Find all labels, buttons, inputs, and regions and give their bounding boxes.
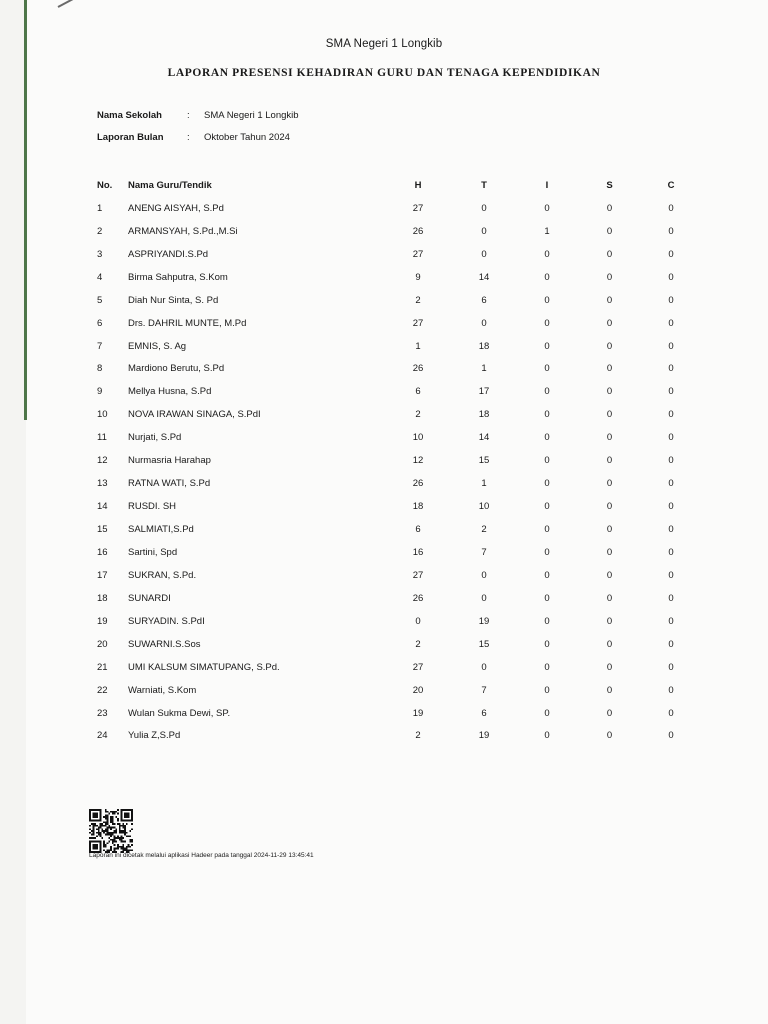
col-header-c: C bbox=[667, 179, 675, 191]
cell-h: 2 bbox=[415, 409, 421, 421]
cell-s: 0 bbox=[606, 501, 613, 513]
cell-i: 0 bbox=[544, 432, 550, 444]
cell-name: Warniati, S.Kom bbox=[128, 684, 197, 696]
table-row bbox=[89, 541, 701, 564]
meta-colon: : bbox=[187, 132, 190, 143]
table-row bbox=[89, 725, 701, 748]
cell-c: 0 bbox=[668, 409, 674, 421]
cell-c: 0 bbox=[668, 478, 674, 490]
cell-h: 9 bbox=[415, 271, 421, 283]
cell-h: 2 bbox=[415, 638, 421, 650]
cell-t: 15 bbox=[478, 638, 490, 650]
col-header-i: I bbox=[545, 179, 549, 191]
cell-no: 10 bbox=[97, 409, 108, 421]
cell-c: 0 bbox=[668, 661, 674, 673]
cell-h: 19 bbox=[412, 707, 424, 719]
table-row bbox=[89, 426, 701, 449]
cell-s: 0 bbox=[606, 432, 613, 444]
cell-h: 2 bbox=[415, 294, 421, 306]
cell-name: Mardiono Berutu, S.Pd bbox=[128, 363, 225, 375]
cell-s: 0 bbox=[606, 707, 613, 719]
cell-t: 6 bbox=[481, 294, 487, 306]
cell-s: 0 bbox=[606, 202, 613, 214]
cell-s: 0 bbox=[606, 294, 613, 306]
cell-c: 0 bbox=[668, 501, 674, 513]
cell-name: ARMANSYAH, S.Pd.,M.Si bbox=[128, 225, 238, 237]
cell-name: Diah Nur Sinta, S. Pd bbox=[128, 294, 219, 306]
table-row bbox=[89, 633, 701, 656]
cell-s: 0 bbox=[606, 478, 613, 490]
table-row bbox=[89, 679, 701, 702]
cell-no: 6 bbox=[97, 317, 103, 329]
table-row bbox=[89, 518, 701, 541]
cell-c: 0 bbox=[668, 638, 674, 650]
cell-name: Sartini, Spd bbox=[128, 546, 178, 558]
cell-t: 10 bbox=[478, 501, 490, 513]
cell-s: 0 bbox=[606, 661, 613, 673]
cell-t: 6 bbox=[481, 707, 487, 719]
cell-no: 2 bbox=[97, 225, 103, 237]
cell-no: 24 bbox=[97, 730, 108, 742]
cell-i: 0 bbox=[544, 294, 550, 306]
cell-t: 1 bbox=[481, 363, 487, 375]
meta-colon: : bbox=[187, 110, 190, 121]
cell-t: 2 bbox=[481, 524, 487, 536]
cell-t: 7 bbox=[481, 684, 487, 696]
cell-no: 20 bbox=[97, 638, 108, 650]
cell-t: 18 bbox=[478, 409, 490, 421]
table-row bbox=[89, 358, 701, 381]
table-row bbox=[89, 564, 701, 587]
cell-c: 0 bbox=[668, 363, 674, 375]
cell-t: 18 bbox=[478, 340, 490, 352]
cell-no: 17 bbox=[97, 569, 108, 581]
cell-name: NOVA IRAWAN SINAGA, S.PdI bbox=[128, 409, 261, 421]
cell-s: 0 bbox=[606, 569, 613, 581]
qr-code-icon bbox=[89, 809, 133, 853]
table-row bbox=[89, 197, 701, 220]
cell-no: 9 bbox=[97, 386, 103, 398]
cell-no: 14 bbox=[97, 501, 108, 513]
cell-s: 0 bbox=[606, 317, 613, 329]
cell-no: 1 bbox=[97, 202, 103, 214]
cell-no: 12 bbox=[97, 455, 108, 467]
col-header-name: Nama Guru/Tendik bbox=[128, 179, 212, 191]
cell-t: 0 bbox=[481, 592, 487, 604]
cell-s: 0 bbox=[606, 546, 613, 558]
cell-c: 0 bbox=[668, 386, 674, 398]
cell-c: 0 bbox=[668, 202, 674, 214]
cell-t: 17 bbox=[478, 386, 490, 398]
cell-c: 0 bbox=[668, 432, 674, 444]
cell-name: Drs. DAHRIL MUNTE, M.Pd bbox=[128, 317, 247, 329]
meta-label: Laporan Bulan bbox=[97, 132, 164, 143]
school-heading: SMA Negeri 1 Longkib bbox=[325, 38, 443, 50]
cell-s: 0 bbox=[606, 615, 613, 627]
cell-no: 16 bbox=[97, 546, 108, 558]
table-row bbox=[89, 403, 701, 426]
cell-s: 0 bbox=[606, 386, 613, 398]
cell-h: 26 bbox=[412, 225, 424, 237]
cell-no: 13 bbox=[97, 478, 108, 490]
cell-i: 0 bbox=[544, 409, 550, 421]
cell-h: 0 bbox=[415, 615, 421, 627]
table-body bbox=[89, 197, 701, 748]
cell-t: 0 bbox=[481, 248, 487, 260]
cell-h: 26 bbox=[412, 363, 424, 375]
cell-t: 0 bbox=[481, 225, 487, 237]
cell-name: Nurjati, S.Pd bbox=[128, 432, 182, 444]
table-row bbox=[89, 220, 701, 243]
cell-i: 0 bbox=[544, 615, 550, 627]
cell-name: SUWARNI.S.Sos bbox=[128, 638, 201, 650]
cell-c: 0 bbox=[668, 340, 674, 352]
cell-h: 20 bbox=[412, 684, 424, 696]
table-row bbox=[89, 266, 701, 289]
cell-no: 21 bbox=[97, 661, 108, 673]
cell-name: SUKRAN, S.Pd. bbox=[128, 569, 197, 581]
meta-label: Nama Sekolah bbox=[97, 110, 162, 121]
cell-no: 23 bbox=[97, 707, 108, 719]
meta-value: SMA Negeri 1 Longkib bbox=[204, 110, 299, 121]
cell-name: Nurmasria Harahap bbox=[128, 455, 211, 467]
cell-t: 19 bbox=[478, 730, 490, 742]
table-row bbox=[89, 243, 701, 266]
cell-s: 0 bbox=[606, 363, 613, 375]
cell-no: 22 bbox=[97, 684, 108, 696]
cell-no: 3 bbox=[97, 248, 103, 260]
cell-c: 0 bbox=[668, 707, 674, 719]
cell-t: 14 bbox=[478, 432, 490, 444]
cell-s: 0 bbox=[606, 730, 613, 742]
table-row bbox=[89, 656, 701, 679]
cell-c: 0 bbox=[668, 271, 674, 283]
cell-i: 0 bbox=[544, 501, 550, 513]
cell-c: 0 bbox=[668, 455, 674, 467]
cell-c: 0 bbox=[668, 317, 674, 329]
cell-h: 27 bbox=[412, 661, 424, 673]
cell-h: 26 bbox=[412, 592, 424, 604]
cell-no: 19 bbox=[97, 615, 108, 627]
table-row bbox=[89, 472, 701, 495]
cell-s: 0 bbox=[606, 524, 613, 536]
cell-name: EMNIS, S. Ag bbox=[128, 340, 187, 352]
cell-name: SUNARDI bbox=[128, 592, 171, 604]
cell-s: 0 bbox=[606, 592, 613, 604]
col-header-s: S bbox=[606, 179, 613, 191]
cell-no: 18 bbox=[97, 592, 108, 604]
table-row bbox=[89, 495, 701, 518]
cell-i: 0 bbox=[544, 546, 550, 558]
cell-name: SURYADIN. S.PdI bbox=[128, 615, 205, 627]
cell-c: 0 bbox=[668, 684, 674, 696]
cell-c: 0 bbox=[668, 730, 674, 742]
cell-name: Wulan Sukma Dewi, SP. bbox=[128, 707, 231, 719]
table-row bbox=[89, 702, 701, 725]
cell-h: 27 bbox=[412, 202, 424, 214]
col-header-no: No. bbox=[97, 179, 113, 191]
cell-name: UMI KALSUM SIMATUPANG, S.Pd. bbox=[128, 661, 280, 673]
cell-i: 0 bbox=[544, 592, 550, 604]
cell-name: Birma Sahputra, S.Kom bbox=[128, 271, 228, 283]
cell-i: 0 bbox=[544, 386, 550, 398]
table-row bbox=[89, 335, 701, 358]
cell-h: 1 bbox=[415, 340, 421, 352]
table-row bbox=[89, 449, 701, 472]
cell-s: 0 bbox=[606, 225, 613, 237]
cell-i: 0 bbox=[544, 455, 550, 467]
col-header-h: H bbox=[414, 179, 422, 191]
cell-name: Mellya Husna, S.Pd bbox=[128, 386, 212, 398]
cell-no: 4 bbox=[97, 271, 103, 283]
cell-name: SALMIATI,S.Pd bbox=[128, 524, 194, 536]
cell-h: 16 bbox=[412, 546, 424, 558]
cell-no: 8 bbox=[97, 363, 103, 375]
cell-i: 0 bbox=[544, 317, 550, 329]
cell-i: 0 bbox=[544, 569, 550, 581]
cell-c: 0 bbox=[668, 592, 674, 604]
cell-s: 0 bbox=[606, 271, 613, 283]
cell-i: 0 bbox=[544, 248, 550, 260]
cell-h: 6 bbox=[415, 524, 421, 536]
table-row bbox=[89, 587, 701, 610]
meta-value: Oktober Tahun 2024 bbox=[204, 132, 290, 143]
cell-c: 0 bbox=[668, 294, 674, 306]
cell-no: 7 bbox=[97, 340, 103, 352]
cell-c: 0 bbox=[668, 225, 674, 237]
cell-t: 7 bbox=[481, 546, 487, 558]
cell-i: 0 bbox=[544, 684, 550, 696]
cell-c: 0 bbox=[668, 546, 674, 558]
cell-h: 18 bbox=[412, 501, 424, 513]
cell-s: 0 bbox=[606, 684, 613, 696]
cell-s: 0 bbox=[606, 340, 613, 352]
print-note: Laporan ini dicetak melalui aplikasi Hadeer pada tanggal 2024-11-29 13:45:41 bbox=[89, 852, 314, 859]
report-title: LAPORAN PRESENSI KEHADIRAN GURU DAN TENAGA KEPENDIDIKAN bbox=[167, 67, 601, 79]
cell-h: 12 bbox=[412, 455, 424, 467]
cell-s: 0 bbox=[606, 248, 613, 260]
cell-no: 15 bbox=[97, 524, 108, 536]
cell-i: 0 bbox=[544, 340, 550, 352]
cell-i: 0 bbox=[544, 524, 550, 536]
cell-i: 0 bbox=[544, 707, 550, 719]
col-header-t: T bbox=[481, 179, 487, 191]
cell-t: 19 bbox=[478, 615, 490, 627]
cell-no: 5 bbox=[97, 294, 103, 306]
cell-t: 0 bbox=[481, 569, 487, 581]
cell-s: 0 bbox=[606, 455, 613, 467]
table-row bbox=[89, 380, 701, 403]
cell-i: 0 bbox=[544, 202, 550, 214]
cell-s: 0 bbox=[606, 638, 613, 650]
cell-name: ASPRIYANDI.S.Pd bbox=[128, 248, 209, 260]
cell-h: 10 bbox=[412, 432, 424, 444]
cell-i: 0 bbox=[544, 638, 550, 650]
cell-t: 0 bbox=[481, 661, 487, 673]
cell-c: 0 bbox=[668, 248, 674, 260]
cell-name: RUSDI. SH bbox=[128, 501, 177, 513]
cell-h: 2 bbox=[415, 730, 421, 742]
cell-h: 6 bbox=[415, 386, 421, 398]
cell-name: ANENG AISYAH, S.Pd bbox=[128, 202, 224, 214]
cell-t: 14 bbox=[478, 271, 490, 283]
cell-t: 0 bbox=[481, 317, 487, 329]
cell-t: 0 bbox=[481, 202, 487, 214]
cell-s: 0 bbox=[606, 409, 613, 421]
cell-i: 1 bbox=[544, 225, 550, 237]
cell-i: 0 bbox=[544, 478, 550, 490]
cell-h: 27 bbox=[412, 248, 424, 260]
table-header-row bbox=[89, 174, 701, 197]
table-row bbox=[89, 610, 701, 633]
binder-edge bbox=[24, 0, 27, 420]
cell-no: 11 bbox=[97, 432, 107, 444]
cell-c: 0 bbox=[668, 524, 674, 536]
cell-c: 0 bbox=[668, 569, 674, 581]
cell-name: Yulia Z,S.Pd bbox=[128, 730, 181, 742]
table-row bbox=[89, 289, 701, 312]
cell-t: 1 bbox=[481, 478, 487, 490]
cell-i: 0 bbox=[544, 363, 550, 375]
cell-name: RATNA WATI, S.Pd bbox=[128, 478, 211, 490]
cell-h: 27 bbox=[412, 569, 424, 581]
cell-c: 0 bbox=[668, 615, 674, 627]
cell-i: 0 bbox=[544, 271, 550, 283]
cell-i: 0 bbox=[544, 661, 550, 673]
cell-t: 15 bbox=[478, 455, 490, 467]
cell-h: 26 bbox=[412, 478, 424, 490]
table-row bbox=[89, 312, 701, 335]
cell-i: 0 bbox=[544, 730, 550, 742]
cell-h: 27 bbox=[412, 317, 424, 329]
attendance-table bbox=[89, 174, 701, 747]
